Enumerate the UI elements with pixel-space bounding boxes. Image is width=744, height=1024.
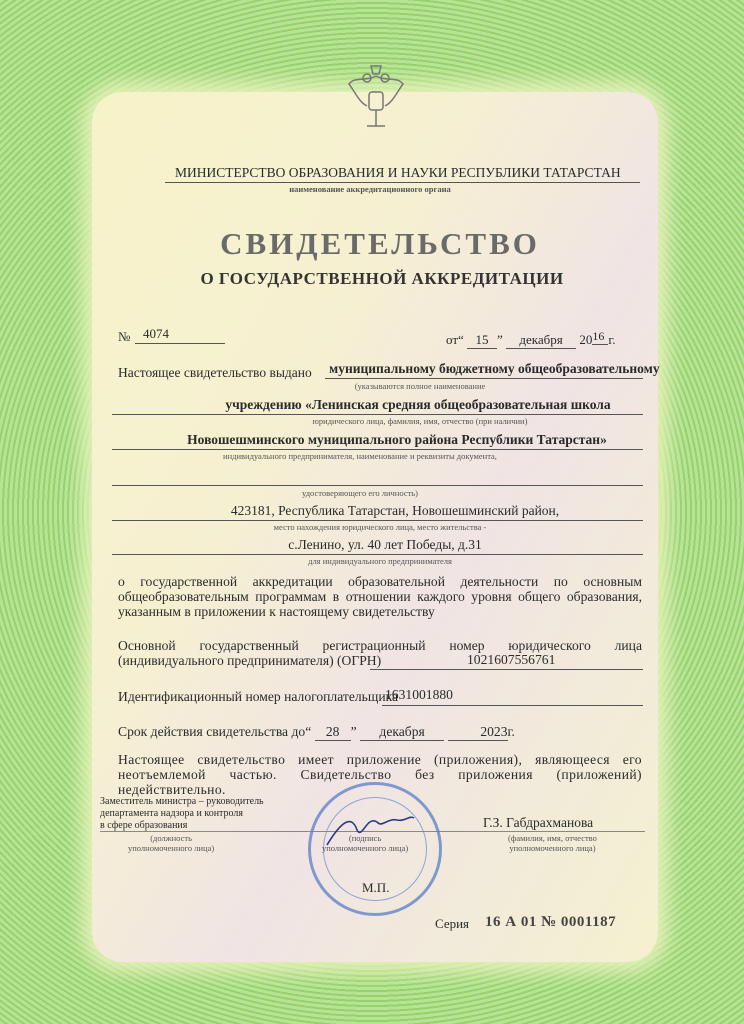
issued-caption-1: (указываются полное наименование — [354, 381, 486, 391]
position-caption — [128, 833, 214, 853]
authority-caption: наименование аккредитационного органа — [289, 184, 451, 194]
inn-value: 1631001880 — [385, 687, 453, 702]
ogrn-label-1: Основной государственный регистрационный номер юридического лица — [118, 638, 642, 653]
caption-line: уполномоченного лица) — [128, 843, 215, 853]
validity-suffix: г. — [507, 724, 515, 739]
date-day: 15 — [467, 332, 497, 349]
inn-label: Идентификационный номер налогоплательщика — [118, 689, 399, 704]
issued-line-3: Новошешминского муниципального района Республики Татарстан» — [187, 432, 607, 447]
issued-caption-5: место нахождения юридического лица, место жительства - — [273, 522, 487, 532]
divider — [165, 182, 640, 183]
validity-day: 28 — [315, 724, 351, 741]
divider — [325, 378, 643, 379]
issued-line-2: учреждению «Ленинская средняя общеобразовательная школа — [225, 397, 611, 412]
number-sign: № — [118, 329, 131, 344]
issued-address-1: 423181, Республика Татарстан, Новошешминский район, — [230, 503, 560, 518]
quote: ” — [350, 724, 357, 739]
validity — [118, 724, 515, 741]
issue-date — [446, 329, 615, 349]
certificate-title: СВИДЕТЕЛЬСТВО — [220, 226, 540, 261]
issued-label: Настоящее свидетельство выдано — [118, 365, 312, 380]
validity-month: декабря — [360, 724, 444, 741]
name-caption — [508, 833, 597, 853]
series-label: Серия — [435, 916, 470, 931]
attachment-note: Настоящее свидетельство имеет приложение (приложения), являющееся его неотъемлемой частью. Свидетельство без приложения (приложений) недействительно. — [118, 752, 642, 797]
issued-caption-3: индивидуального предпринимателя, наименование и реквизиты документа, — [223, 451, 497, 461]
certificate-number: 4074 — [143, 326, 169, 341]
position-line: департамента надзора и контроля — [100, 808, 243, 819]
caption-line: (подпись — [348, 833, 382, 843]
divider — [135, 343, 225, 344]
position-line: в сфере образования — [100, 820, 188, 831]
ogrn-label-2: (индивидуального предпринимателя) (ОГРН) — [118, 653, 382, 668]
series-value: 16 А 01 № 0001187 — [485, 914, 617, 930]
divider — [112, 449, 643, 450]
divider — [370, 669, 643, 670]
divider — [112, 414, 643, 415]
caption-line: уполномоченного лица) — [322, 843, 409, 853]
ogrn-value: 1021607556761 — [467, 652, 556, 667]
quote: ” — [497, 332, 503, 347]
divider — [112, 520, 643, 521]
caption-line: (фамилия, имя, отчество — [508, 833, 597, 843]
caption-line: (должность — [150, 833, 192, 843]
position-line: Заместитель министра – руководитель — [100, 796, 264, 807]
issued-caption-6: для индивидуального предпринимателя — [308, 556, 452, 566]
validity-label: Срок действия свидетельства до — [118, 724, 306, 739]
date-year: 16 — [592, 329, 608, 345]
issued-line-1: муниципальному бюджетному общеобразовательному — [329, 361, 660, 376]
divider — [112, 554, 643, 555]
signatory-position — [100, 796, 264, 832]
authority-name: МИНИСТЕРСТВО ОБРАЗОВАНИЯ И НАУКИ РЕСПУБЛИКИ ТАТАРСТАН — [175, 165, 621, 180]
signatory-name: Г.З. Габдрахманова — [483, 815, 594, 830]
issued-address-2: с.Ленино, ул. 40 лет Победы, д.31 — [288, 537, 482, 552]
date-month: декабря — [506, 332, 576, 349]
seal-place: М.П. — [362, 880, 390, 895]
quote: “ — [305, 724, 312, 739]
validity-year: 2023 — [448, 724, 508, 741]
coat-of-arms-icon — [345, 62, 407, 134]
caption-line: уполномоченного лица) — [509, 843, 596, 853]
issued-caption-2: юридического лица, фамилия, имя, отчество (при наличии) — [312, 416, 528, 426]
quote: “ — [458, 332, 464, 347]
divider — [112, 485, 643, 486]
date-suffix: г. — [608, 332, 616, 347]
accreditation-scope: о государственной аккредитации образовательной деятельности по основным общеобразовательным программам в отношении каждого уровня общего образования, указанным в приложении к настоящему свидетельству — [118, 574, 642, 619]
date-century: 20 — [579, 332, 593, 347]
divider — [382, 705, 643, 706]
date-prefix: от — [446, 332, 459, 347]
issued-caption-4: удостоверяющего его личность) — [301, 488, 419, 498]
signature-caption — [322, 833, 408, 853]
certificate-subtitle: О ГОСУДАРСТВЕННОЙ АККРЕДИТАЦИИ — [200, 269, 564, 288]
